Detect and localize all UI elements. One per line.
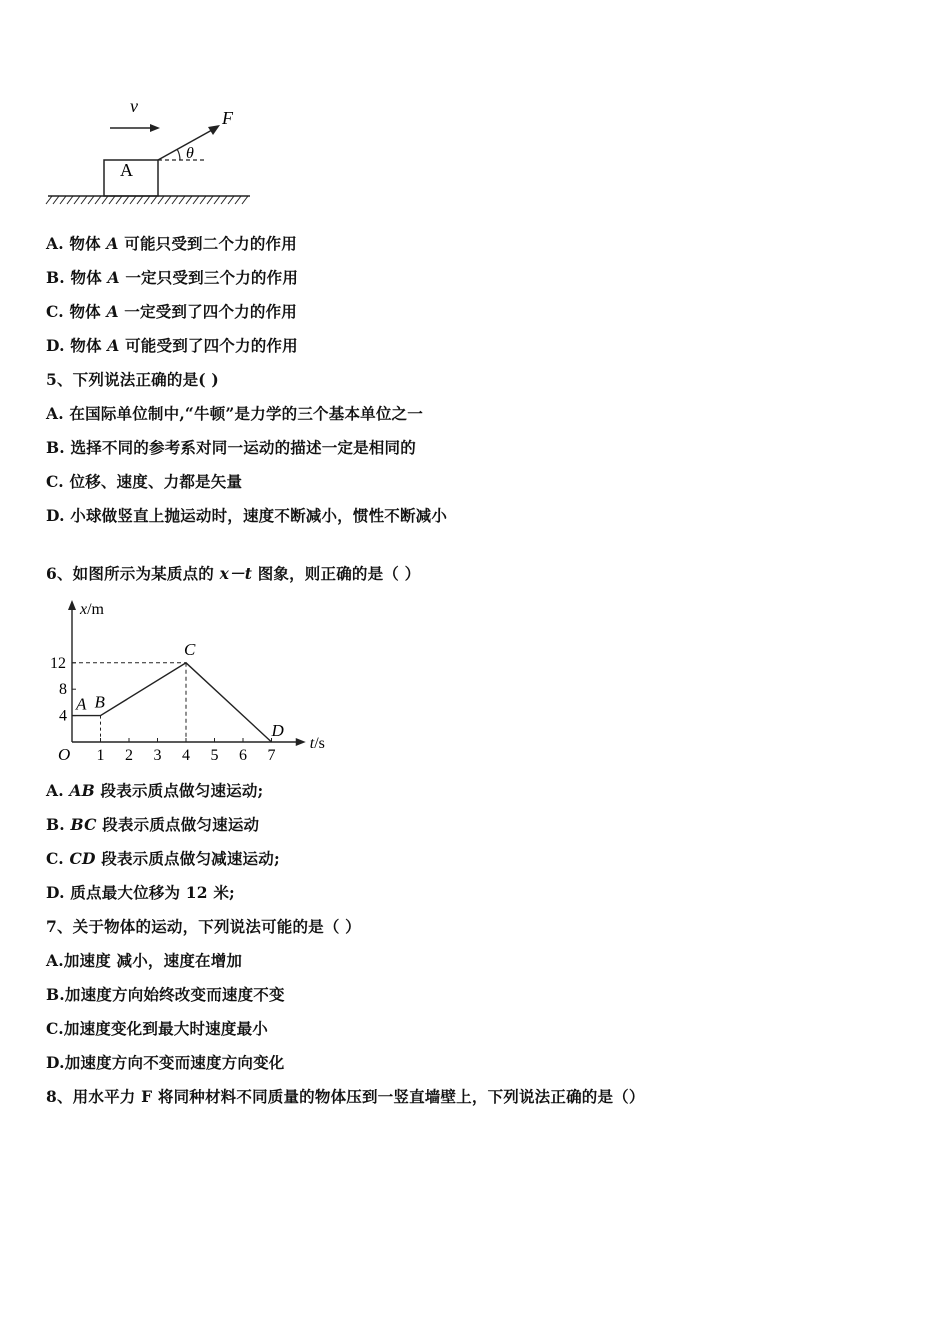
q6-option-c: C. CD 段表示质点做匀减速运动; [46,849,280,868]
ground-hatch [81,196,87,204]
x-tick-label: 4 [182,747,190,764]
ground-hatch [60,196,66,204]
ground-hatch [53,196,59,204]
ground-hatch [67,196,73,204]
ground-hatch [228,196,234,204]
q7-stem: 7、关于物体的运动，下列说法可能的是（ ） [46,917,361,936]
point-label-D: D [271,721,284,740]
y-tick-label: 8 [59,681,67,699]
ground-hatch [88,196,94,204]
ground-hatch [116,196,122,204]
x-axis-label: t/s [309,735,325,752]
q6-option-a: A. AB 段表示质点做匀速运动; [46,781,264,800]
q7-option-b: B.加速度方向始终改变而速度不变 [46,985,285,1004]
ground-hatch [179,196,185,204]
q4-option-d: D. 物体 A 可能受到了四个力的作用 [46,336,298,355]
ground-hatch [242,196,248,204]
y-axis-label: x/m [80,601,104,618]
ground-hatch [200,196,206,204]
ground-hatch [158,196,164,204]
ground-hatch [130,196,136,204]
q5-option-a: A. 在国际单位制中,“牛顿”是力学的三个基本单位之一 [46,404,423,423]
origin-label: O [58,745,71,764]
q4-option-c: C. 物体 A 一定受到了四个力的作用 [46,302,297,321]
force-arrow [158,130,212,160]
ground-hatch [165,196,171,204]
q6-stem: 6、如图所示为某质点的 x－t 图象，则正确的是（ ） [46,564,421,583]
angle-label: θ [186,145,194,162]
y-axis-arrow [68,600,76,610]
ground-hatch [151,196,157,204]
x-tick-label: 7 [267,747,276,764]
ground-hatch [172,196,178,204]
q7-option-a: A.加速度 减小，速度在增加 [46,951,243,970]
x-axis-arrow [296,738,306,746]
ground-hatch [207,196,213,204]
ground-hatch [74,196,80,204]
block-label: A [120,160,133,180]
point-label-B: B [94,692,105,712]
x-tick-label: 5 [210,747,219,764]
velocity-label: v [130,96,138,116]
ground-hatch [95,196,101,204]
ground-hatch [102,196,108,204]
ground-hatch [109,196,115,204]
y-tick-label: 12 [50,654,66,672]
ground-hatch [137,196,143,204]
q6-option-b: B. BC 段表示质点做匀速运动 [46,815,260,834]
ground-hatch [123,196,129,204]
ground-hatch [186,196,192,204]
point-label-A: A [76,694,87,714]
q5-option-c: C. 位移、速度、力都是矢量 [46,472,243,491]
x-tick-label: 1 [96,747,105,764]
ground-hatch [221,196,227,204]
q8-stem: 8、用水平力 F 将同种材料不同质量的物体压到一竖直墙壁上，下列说法正确的是（） [46,1087,645,1106]
ground-hatch [46,196,52,204]
block-force-diagram [40,92,270,210]
q4-option-a: A. 物体 A 可能只受到二个力的作用 [46,234,297,253]
ground-hatch [144,196,150,204]
force-label: F [222,108,233,128]
q6-option-d: D. 质点最大位移为 12 米; [46,883,235,902]
y-tick-label: 4 [59,707,67,725]
x-tick-label: 6 [239,747,247,764]
xt-graph [40,592,340,772]
q5-option-b: B. 选择不同的参考系对同一运动的描述一定是相同的 [46,438,416,457]
q7-option-d: D.加速度方向不变而速度方向变化 [46,1053,285,1072]
x-tick-label: 2 [125,747,133,764]
q4-option-b: B. 物体 A 一定只受到三个力的作用 [46,268,299,287]
q5-stem: 5、下列说法正确的是( ) [46,370,219,389]
ground-hatch [235,196,241,204]
q5-option-d: D. 小球做竖直上抛运动时，速度不断减小，惯性不断减小 [46,506,448,525]
x-tick-label: 3 [153,747,162,764]
ground-hatch [214,196,220,204]
point-label-C: C [184,639,196,659]
angle-arc [177,149,180,160]
q7-option-c: C.加速度变化到最大时速度最小 [46,1019,268,1038]
ground-hatch [193,196,199,204]
